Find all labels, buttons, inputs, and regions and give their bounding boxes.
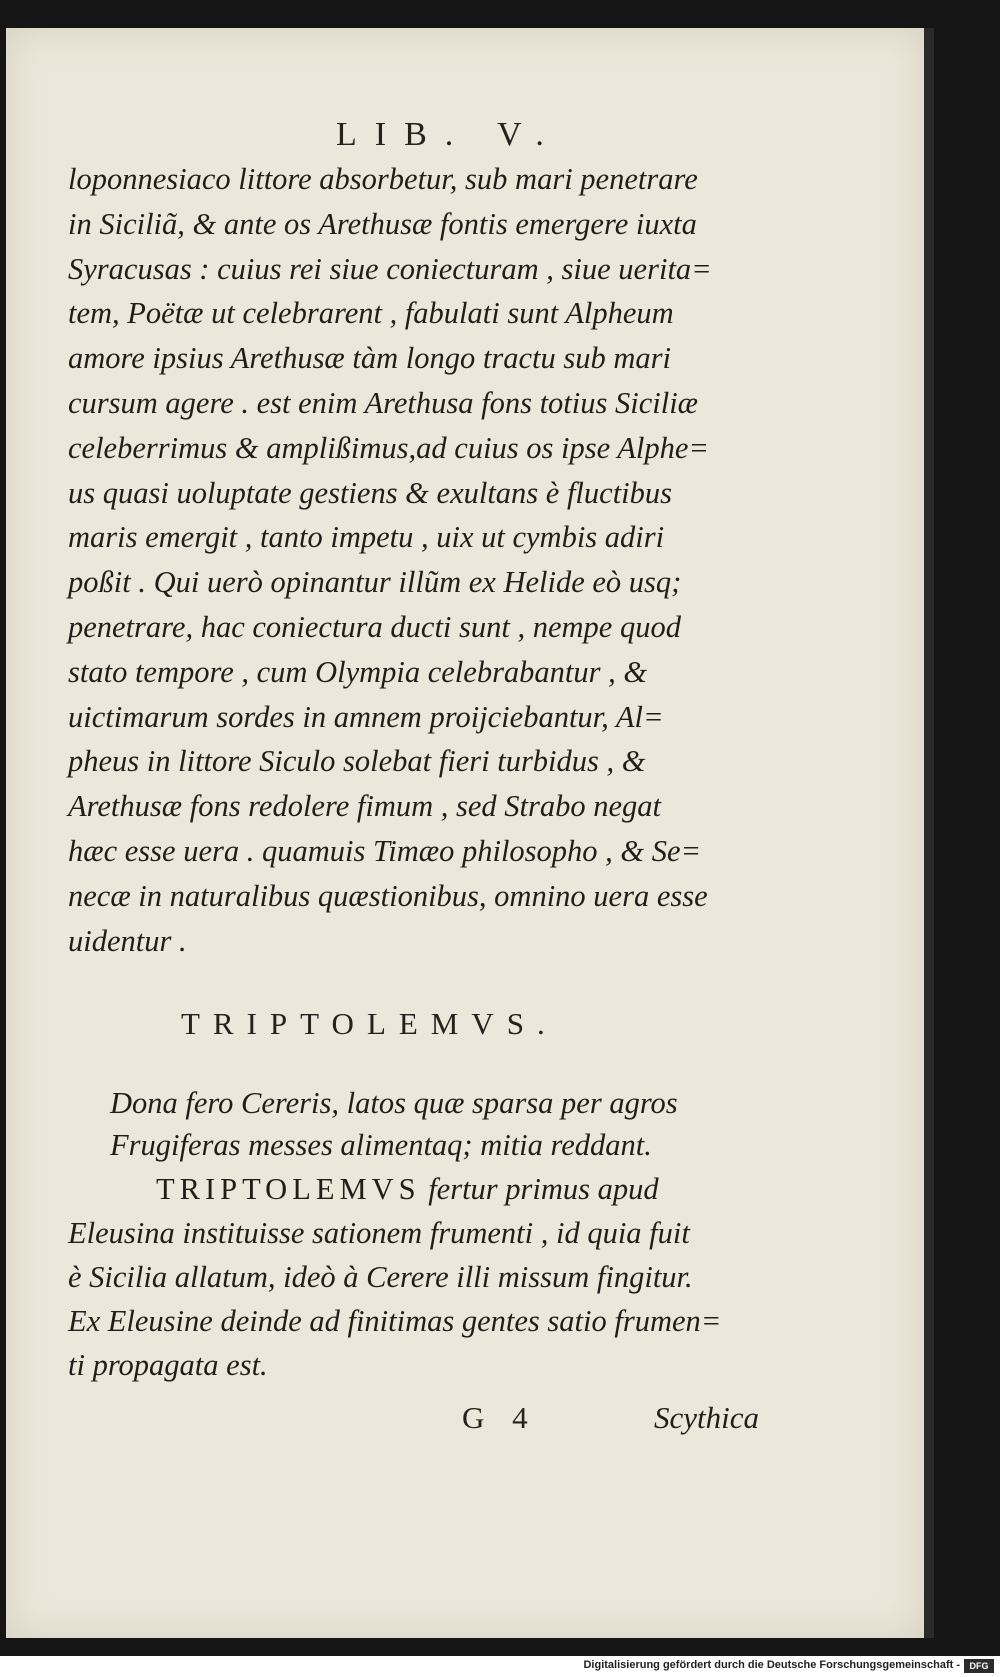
body-line: Arethusæ fons redolere fimum , sed Strabo negat — [68, 789, 662, 824]
body-line: pheus in littore Siculo solebat fieri turbidus , & — [68, 744, 646, 779]
body-line: poßit . Qui uerò opinantur illũm ex Helide eò usq; — [68, 565, 682, 600]
body-line: penetrare, hac coniectura ducti sunt , nempe quod — [68, 610, 681, 644]
body-line: loponnesiaco littore absorbetur, sub mari penetrare — [68, 162, 698, 196]
body-line: stato tempore , cum Olympia celebrabantur , & — [68, 654, 648, 689]
body-line: Syracusas : cuius rei siue coniecturam , siue uerita= — [68, 251, 712, 286]
body-line: uidentur . — [68, 923, 187, 958]
page-edge — [924, 28, 934, 1638]
paragraph-line: Eleusina instituisse sationem frumenti , id quia fuit — [68, 1216, 690, 1250]
body-line: necæ in naturalibus quæstionibus, omnino uera esse — [68, 878, 708, 913]
signature-mark: G 4 — [462, 1400, 538, 1435]
paragraph-line: ti propagata est. — [68, 1348, 268, 1382]
body-line: maris emergit , tanto impetu , uix ut cymbis adiri — [68, 520, 665, 555]
running-head: LIB. V. — [336, 116, 562, 153]
paragraph-first-line-rest: fertur primus apud — [428, 1172, 659, 1206]
catchword: Scythica — [654, 1400, 760, 1435]
footer-bar — [0, 1656, 1000, 1677]
body-line: us quasi uoluptate gestiens & exultans è fluctibus — [68, 475, 673, 510]
paragraph-first-line — [156, 1174, 659, 1205]
book-page — [6, 28, 924, 1638]
body-line: uictimarum sordes in amnem proijciebantur, Al= — [68, 699, 664, 734]
body-line: amore ipsius Arethusæ tàm longo tractu sub mari — [68, 341, 671, 376]
paragraph-line: è Sicilia allatum, ideò à Cerere illi missum fingitur. — [68, 1260, 693, 1294]
paragraph-line: Ex Eleusine deinde ad finitimas gentes satio frumen= — [68, 1304, 722, 1338]
body-line: hæc esse uera . quamuis Timæo philosopho , & Se= — [68, 834, 702, 868]
verse-line: Dona fero Cereris, latos quæ sparsa per agros — [110, 1086, 678, 1120]
body-line: celeberrimus & amplißimus,ad cuius os ipse Alphe= — [68, 430, 709, 465]
body-line: cursum agere . est enim Arethusa fons totius Siciliæ — [68, 386, 699, 420]
funding-credit: Digitalisierung gefördert durch die Deutsche Forschungsgemeinschaft - — [583, 1659, 960, 1671]
paragraph-initial-caps: TRIPTOLEMVS — [156, 1172, 421, 1206]
verse-line: Frugiferas messes alimentaq; mitia reddant. — [110, 1128, 652, 1162]
body-line: tem, Poëtæ ut celebrarent , fabulati sunt Alpheum — [68, 296, 674, 331]
dfg-logo: DFG — [964, 1659, 994, 1673]
body-line: in Siciliã, & ante os Arethusæ fontis emergere iuxta — [68, 206, 697, 241]
section-title: TRIPTOLEMVS. — [181, 1006, 558, 1041]
